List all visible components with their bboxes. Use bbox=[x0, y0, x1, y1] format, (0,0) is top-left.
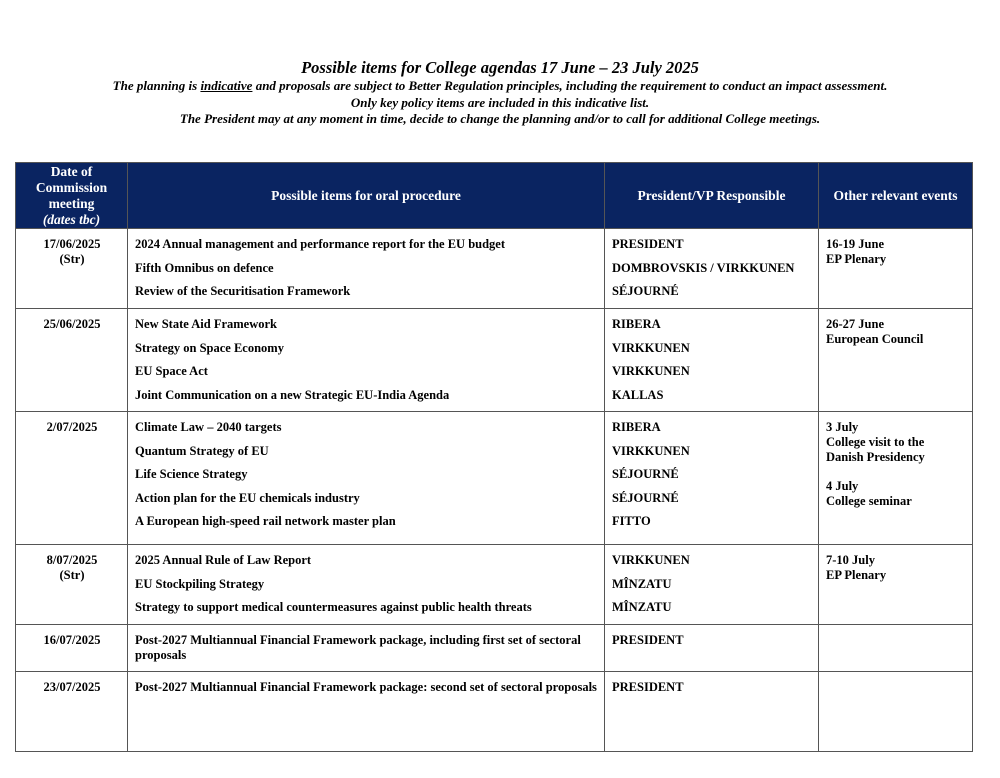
responsible-cell bbox=[605, 625, 819, 672]
responsible-name: SÉJOURNÉ bbox=[612, 490, 679, 505]
event-line: College seminar bbox=[826, 494, 912, 508]
col-header-items: Possible items for oral procedure bbox=[128, 163, 605, 229]
responsible-name: VIRKKUNEN bbox=[612, 364, 690, 378]
meeting-location: (Str) bbox=[59, 252, 85, 266]
responsible-name: MÎNZATU bbox=[612, 576, 672, 591]
responsible-cell bbox=[605, 229, 819, 309]
col-header-responsible: President/VP Responsible bbox=[605, 163, 819, 229]
table-row bbox=[16, 309, 973, 412]
event-line: 26-27 June bbox=[826, 317, 884, 331]
planning-note-post: and proposals are subject to Better Regulation principles, including the requirement to conduct an impact assessment. bbox=[252, 78, 888, 93]
responsible-name: DOMBROVSKIS / VIRKKUNEN bbox=[612, 260, 795, 275]
col-header-events: Other relevant events bbox=[819, 163, 973, 229]
agenda-item: Quantum Strategy of EU bbox=[135, 443, 269, 458]
agenda-item: EU Space Act bbox=[135, 364, 208, 378]
planning-note-underlined: indicative bbox=[200, 78, 253, 93]
events-cell bbox=[819, 625, 973, 672]
document-header bbox=[0, 58, 1000, 128]
agenda-item: Joint Communication on a new Strategic EU-India Agenda bbox=[135, 387, 450, 402]
agenda-item: Action plan for the EU chemicals industry bbox=[135, 490, 360, 505]
table-row bbox=[16, 672, 973, 752]
agenda-item: Strategy on Space Economy bbox=[135, 340, 284, 355]
agenda-table bbox=[15, 162, 973, 752]
responsible-name: MÎNZATU bbox=[612, 600, 672, 614]
responsible-name: FITTO bbox=[612, 514, 651, 528]
table-row bbox=[16, 625, 973, 672]
agenda-item: Post-2027 Multiannual Financial Framework package, including first set of sectoral proposals bbox=[135, 633, 581, 662]
responsible-name: VIRKKUNEN bbox=[612, 340, 690, 355]
agenda-item: Fifth Omnibus on defence bbox=[135, 260, 274, 275]
meeting-date: 17/06/2025 bbox=[43, 237, 101, 251]
responsible-name: PRESIDENT bbox=[612, 237, 684, 251]
table-header-row bbox=[16, 163, 973, 229]
table-row bbox=[16, 545, 973, 625]
page-title: Possible items for College agendas 17 June – 23 July 2025 bbox=[301, 58, 699, 77]
meeting-date-cell bbox=[16, 412, 128, 545]
items-cell bbox=[128, 545, 605, 625]
responsible-name: VIRKKUNEN bbox=[612, 443, 690, 458]
event-line: 3 July bbox=[826, 420, 859, 434]
agenda-item: Life Science Strategy bbox=[135, 467, 248, 481]
event-line: 4 July bbox=[826, 479, 859, 493]
event-line: 16-19 June bbox=[826, 237, 884, 251]
agenda-item: A European high-speed rail network master plan bbox=[135, 514, 396, 528]
agenda-item: Review of the Securitisation Framework bbox=[135, 284, 351, 298]
agenda-item: 2024 Annual management and performance report for the EU budget bbox=[135, 237, 506, 251]
events-cell bbox=[819, 412, 973, 545]
agenda-item: Strategy to support medical countermeasures against public health threats bbox=[135, 600, 532, 614]
president-note: The President may at any moment in time, decide to change the planning and/or to call for additional College meetings. bbox=[179, 111, 821, 126]
agenda-item: 2025 Annual Rule of Law Report bbox=[135, 553, 312, 567]
meeting-date-cell bbox=[16, 672, 128, 752]
meeting-date-cell bbox=[16, 309, 128, 412]
items-cell bbox=[128, 229, 605, 309]
responsible-cell bbox=[605, 672, 819, 752]
events-cell bbox=[819, 309, 973, 412]
items-cell bbox=[128, 672, 605, 752]
meeting-date-cell bbox=[16, 545, 128, 625]
responsible-name: RIBERA bbox=[612, 317, 661, 331]
table-row bbox=[16, 412, 973, 545]
meeting-date-cell bbox=[16, 229, 128, 309]
meeting-date: 2/07/2025 bbox=[46, 420, 98, 434]
responsible-name: PRESIDENT bbox=[612, 633, 684, 647]
col-header-date: Date of Commission meeting (dates tbc) bbox=[16, 163, 128, 229]
table-row bbox=[16, 229, 973, 309]
responsible-name: SÉJOURNÉ bbox=[612, 467, 679, 481]
planning-note-pre: The planning is bbox=[112, 78, 201, 93]
event-line: EP Plenary bbox=[826, 252, 887, 266]
meeting-date: 23/07/2025 bbox=[43, 680, 101, 694]
agenda-item: Climate Law – 2040 targets bbox=[135, 420, 282, 434]
meeting-date: 25/06/2025 bbox=[43, 317, 101, 331]
agenda-item: New State Aid Framework bbox=[135, 317, 277, 331]
meeting-date: 16/07/2025 bbox=[43, 633, 101, 647]
meeting-location: (Str) bbox=[59, 568, 85, 582]
responsible-name: VIRKKUNEN bbox=[612, 553, 690, 567]
items-cell bbox=[128, 625, 605, 672]
agenda-item: Post-2027 Multiannual Financial Framework package: second set of sectoral proposals bbox=[135, 680, 597, 694]
responsible-name: RIBERA bbox=[612, 420, 661, 434]
event-line: Danish Presidency bbox=[826, 450, 925, 464]
responsible-name: PRESIDENT bbox=[612, 680, 684, 694]
event-line: EP Plenary bbox=[826, 568, 887, 582]
agenda-item: EU Stockpiling Strategy bbox=[135, 576, 265, 591]
events-cell bbox=[819, 672, 973, 752]
key-items-note: Only key policy items are included in this indicative list. bbox=[350, 94, 650, 110]
responsible-cell bbox=[605, 412, 819, 545]
items-cell bbox=[128, 412, 605, 545]
event-line: College visit to the bbox=[826, 435, 925, 449]
responsible-name: SÉJOURNÉ bbox=[612, 284, 679, 298]
responsible-cell bbox=[605, 309, 819, 412]
events-cell bbox=[819, 229, 973, 309]
event-line: European Council bbox=[826, 332, 924, 346]
items-cell bbox=[128, 309, 605, 412]
events-cell bbox=[819, 545, 973, 625]
responsible-name: KALLAS bbox=[612, 387, 664, 402]
event-line: 7-10 July bbox=[826, 553, 875, 567]
responsible-cell bbox=[605, 545, 819, 625]
planning-note bbox=[0, 78, 1000, 95]
event-spacer bbox=[826, 465, 966, 479]
meeting-date: 8/07/2025 bbox=[46, 553, 98, 567]
meeting-date-cell bbox=[16, 625, 128, 672]
